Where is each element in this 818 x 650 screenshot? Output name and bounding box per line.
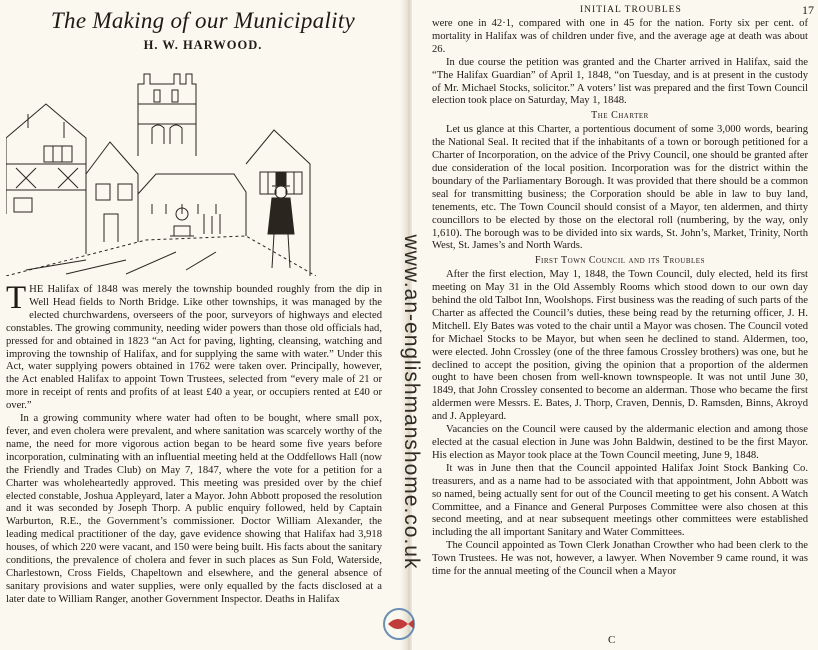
heading-first-town-council: First Town Council and its Troubles [535,255,705,267]
page-number: 17 [802,3,814,17]
watermark [396,150,423,650]
right-body-text [432,18,808,579]
right-paragraph-2: In due course the petition was granted and the Charter arrived in Halifax, said the “The Halifax Guardian” of April 1, 1848, “on Tuesday, and is at present in the custody of Mr. Michael Stocks, solicitor.” A voters’ list was prepared and the first Town Council election took place on Saturday, May 1, 1848. [432,56,808,107]
signature-mark: C [608,634,616,646]
left-page [0,0,406,650]
left-paragraph-2: In a growing community where water had often to be bought, where small pox, fever, and even cholera were prevalent, and where sanitation was scarcely worthy of the name, the need for more vigorous action began to be heard some five years before incorporation, culminating with an influential meeting held at the Oddfellows Hall (now the Friendly and Trades Club) on May 7, 1847, where the vote for a petition for a Charter was wholeheartedly approved. This meeting was presided over by the chief elected constable, Joshua Appleyard, later a Mayor. John Abbott proposed the resolution and it was seconded by Joseph Thorp. A public enquiry followed, held by Captain Warburton, R.E., the Government’s commissioner. Doctor William Alexander, the leading medical practitioner of the day, gave evidence showing that Halifax had 3,918 houses, of which 220 were vacant, and 150 were being built. His facts about the sanitary conditions, the prevalence of cholera and fever in such places as Sun Fold, Waterside, Charlestown, Cross Fields, Chapeltown and elsewhere, and the general absence of sanitary provisions and water supplies, were only equalled by the facts disclosed at a later date to William Ranger, another Government Inspector. Deaths in Halifax [6,413,382,605]
council-paragraph-1: After the first election, May 1, 1848, the Town Council, duly elected, held its first meeting on May 31 in the Old Assembly Rooms which stood down to our own day behind the old Talbot Inn, Woolshops. First business was the reading of such parts of the Charter as affected the Council’s duties, these being read by the returning officer, J. H. Mitchell. Ely Bates was voted to the chair until a Mayor was chosen. The Council voted for Michael Stocks to be Mayor, but when seen he declined to stand. Aldermen, too, were elected. John Crossley (one of the three famous Crossley brothers) was one, but he declined to accept the position, giving the opinion that a proportion of the aldermen ought to have been chosen from well-known townspeople. It was not until June 30, 1849, that John Crossley consented to become an alderman. Those who became the first aldermen were Messrs. E. Bates, J. Thorp, Craven, Dennis, D. Ramsden, Binns, Akroyd and J. Appleyard. [432,269,808,423]
council-paragraph-4: The Council appointed as Town Clerk Jonathan Crowther who had been clerk to the Town Trustees. He was not, however, a lawyer. When November 9 came round, it was time for the annual meeting of the Council when a Mayor [432,540,808,578]
author-name: H. W. HARWOOD. [143,38,263,52]
right-page [412,0,818,650]
watermark-text: www.an-englishmanshome.co.uk [400,234,423,570]
left-paragraph-1: THE Halifax of 1848 was merely the township bounded roughly from the dip in Well Head fields to North Bridge. Like other townships, it was managed by the elected churchwardens, overseers of the poor, surveyors of highways and elected constables. The growing community, needing wider powers than those old officials had, pressed for and obtained in 1823 “an Act for paving, lighting, cleansing, watching and improving the township of Halifax, and for supplying the same with water.” Under this Act, water supplying powers obtained in 1762 were taken over. Principally, however, the Act enabled Halifax to appoint Town Trustees, selected from “every male of 21 or more in receipt of rents and profits of at least £40 a year, or occupiers rented at £40 or over.” [6,280,382,412]
street-scene-illustration [6,64,316,276]
charter-paragraph: Let us glance at this Charter, a portentious document of some 3,000 words, bearing the National Seal. It recited that if the inhabitants of a town or borough petitioned for a Charter of Incorporation, on the advice of the Privy Council, one should be granted after due consideration of the local position. Incorporation was for the district within the boundary of the Parliamentary Borough. It was provided that there should be a common seal for transmitting business; the Corporation should be able in law to buy land, tenements, etc. The Town Council should consist of a Mayor, ten aldermen, and thirty councillors to be elected by those on the electoral roll (numbering, by the way, only 1,610). The borough was to be divided into six wards, St. John’s, Market, Trinity, North West, St. James’s and North Wards. [432,124,808,252]
left-body-text [6,280,382,607]
right-paragraph-1: were one in 42·1, compared with one in 45 for the nation. Forty six per cent. of mortality in Halifax was of children under five, and the average age at death was about 26. [432,18,808,55]
council-paragraph-3: It was in June then that the Council appointed Halifax Joint Stock Banking Co. treasurers, and as a name had to be associated with that appointment, John Abbott was so named, being actually sent for out of the Council meeting to get his consent. A Watch Committee, and a Finance and General Purposes Committee were also chosen at this second meeting, and at near subsequent meetings other committees were established including the all important Sanitary and Water Committees. [432,462,808,539]
running-head: INITIAL TROUBLES [580,5,682,15]
drop-cap: T [6,280,27,316]
fish-logo-icon [380,604,418,644]
page-title: The Making of our Municipality [50,8,356,33]
council-paragraph-2: Vacancies on the Council were caused by the aldermanic election and among those elected at the casual election in June was John Baldwin, destined to be the first Mayor. His election as Mayor took place at the Town Council meeting, June 9, 1848. [432,424,808,461]
heading-the-charter: The Charter [591,110,649,122]
